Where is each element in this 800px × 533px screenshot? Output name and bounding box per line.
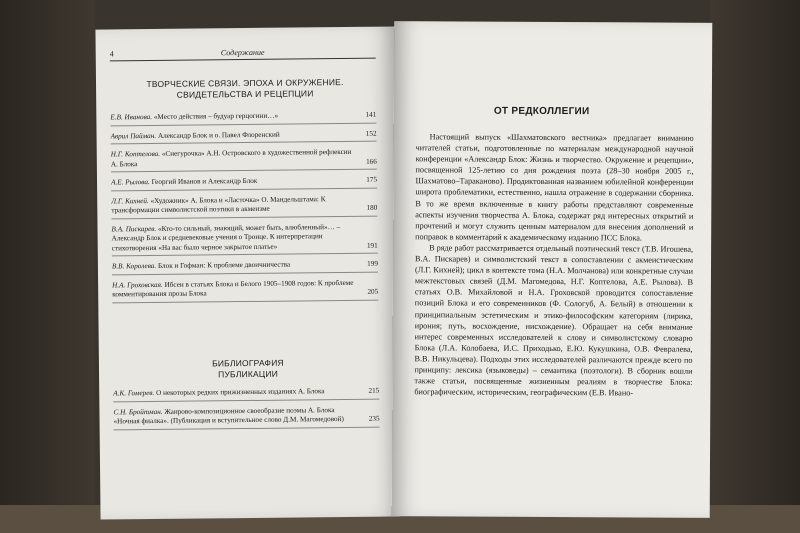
toc-entry-author: А.Е. Рылова.	[111, 178, 152, 187]
toc-entry-page: 141	[365, 110, 377, 119]
toc-entry-title: «Место действия – будуар герцогини…»	[153, 111, 279, 121]
toc-entry-author: В.А. Пискарев.	[111, 224, 158, 233]
toc-entry-title: «Кто-то сильный, знающий, может быть, влюбленный»… – Александр Блок и средневековые учения о Троице. К интерпретации стихотворения «На вас было черное закрытое платье»	[111, 222, 341, 252]
toc-entry-author: А.К. Гомерев.	[113, 388, 157, 398]
running-head-title: Содержание	[220, 47, 265, 58]
toc-entry-author: Аврил Пайман.	[110, 131, 158, 140]
toc-entry	[112, 278, 378, 303]
toc-entry-title: «Художник» А. Блока и «Ласточка» О. Мандельштама: К трансформации символистской поэтики в акмеизме	[111, 194, 326, 215]
toc-entry	[111, 194, 377, 219]
running-header	[110, 47, 376, 62]
toc-entry	[110, 111, 376, 126]
right-page	[392, 21, 713, 518]
toc-entry-page: 215	[368, 386, 380, 395]
toc-entry	[113, 387, 379, 402]
section-title-bibliography: БИБЛИОГРАФИЯ ПУБЛИКАЦИИ	[212, 357, 284, 380]
toc-entry-title: О некоторых редких прижизненных изданиях А. Блока	[156, 387, 325, 397]
editorial-body	[414, 131, 693, 399]
toc-entry-title: Ибсен в статьях Блока и Белого 1905–1908 годов: К проблеме комментирования прозы Блока	[112, 278, 354, 299]
toc-entry	[111, 222, 377, 256]
toc-entry-title: Александр Блок и о. Павел Флоренский	[157, 130, 280, 140]
toc-entry-title: «Снегурочка» А.Н. Островского в художественной рефлексии А. Блока	[110, 147, 352, 168]
toc-entry-author: Е.В. Иванова.	[110, 112, 154, 122]
section-title-creative-links: ТВОРЧЕСКИЕ СВЯЗИ. ЭПОХА И ОКРУЖЕНИЕ. СВИДЕТЕЛЬСТВА И РЕЦЕПЦИИ	[146, 76, 344, 100]
toc-entry	[111, 129, 377, 144]
toc-list-bibliography	[113, 387, 379, 436]
editorial-heading: ОТ РЕДКОЛЛЕГИИ	[493, 105, 590, 118]
toc-entry-author: Л.Г. Кихней.	[111, 196, 151, 205]
toc-list-creative-links	[110, 111, 378, 309]
page-number: 4	[109, 49, 114, 59]
toc-entry-page: 152	[365, 129, 377, 138]
toc-entry-author: Н.А. Гроховская.	[112, 280, 165, 289]
toc-entry-page: 191	[366, 241, 378, 250]
toc-entry-page: 235	[368, 414, 380, 423]
toc-entry-author: С.Н. Бройтман.	[113, 407, 165, 416]
toc-entry-title: Жанрово-композиционное своеобразие поэмы А. Блока «Ночная фиалка». (Публикация и вступительное слово Д.М. Магомедовой)	[113, 405, 344, 426]
toc-entry-page: 205	[367, 287, 379, 296]
toc-entry-title: Блок и Гофман: К проблеме двоичничества	[157, 260, 291, 270]
paragraph-2: В ряде работ рассматривается отдельный поэтический текст (Т.В. Игошева, В.А. Пискарев) и символистский текст в сопоставлении с акмеистическим (Л.Г. Кихней); цикл в контексте тома (Н.А. Молчанова) или конкретные случаи межтекстовых связей (Д.М. Магомедова, Н.Г. Коптелова, А.Е. Рылова). В статьях О.В. Михайловой и Н.А. Гроховской проводится сопоставление позиций Блока и его современников (Ф. Сологуб, А. Белый) в отношении к принципиальным эстетическим и этико-философским категориям (лирика, ирония; путь, восхождение, нисхождение). Обращает на себя внимание интерес современных исследователей к слову и символистскому словарю Блока (Л.А. Колобаева, И.С. Приходько, Е.Ю. Кукушкина, О.В. Февралева, В.В. Никульцева). Подходы этих исследователей различаются прежде всего по принципу: лексика (языковеды) – семантика (поэтологи). В сборник вошли также статьи, посвященные жизненным реалиям в творчестве Блока: биографическим, историческим, географическим (Е.В. Ивано-	[414, 243, 694, 398]
toc-entry-page: 166	[366, 157, 377, 166]
toc-entry-page: 180	[366, 203, 378, 212]
toc-entry-page: 199	[367, 259, 378, 268]
toc-entry-author: В.В. Королева.	[111, 261, 159, 271]
toc-entry-title: Георгий Иванов и Александр Блок	[151, 176, 258, 187]
left-page	[95, 26, 400, 519]
toc-entry-page: 175	[366, 175, 378, 184]
toc-entry	[111, 176, 377, 191]
toc-entry	[112, 260, 378, 275]
toc-entry-author: Н.Г. Коптелова.	[110, 149, 162, 159]
background-right	[710, 0, 800, 533]
background-left	[0, 0, 95, 533]
paragraph-1: Настоящий выпуск «Шахматовского вестника» предлагает вниманию читателей статьи, подготовленные по материалам международной научной конференции «Александр Блок: Жизнь и творчество. Окружение и рецепции», посвященной 125-летию со дня рождения поэта (28–30 ноября 2005 г., Шахматово–Тараканово). Продиктованная названием юбилейной конференции широта проблематики, естественно, нашла отражение в содержании сборника. В то же время включенные в книгу работы представляют современные аспекты изучения творчества А. Блока, содержат ряд интересных открытий и прочтений и могут служить ценным материалом для внесения дополнений и поправок в комментарий к академическому изданию ПСС Блока.	[415, 132, 694, 243]
toc-entry	[113, 405, 379, 430]
toc-entry	[111, 148, 377, 173]
